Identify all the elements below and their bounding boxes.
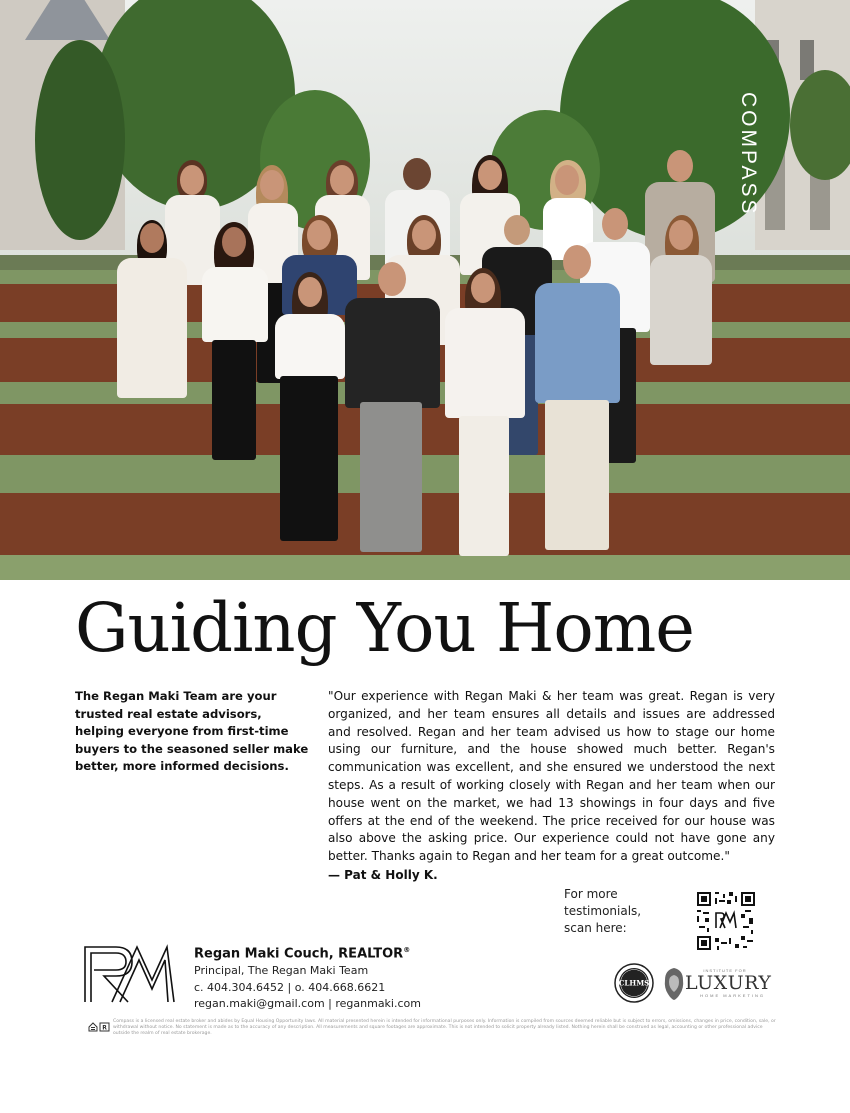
team-member bbox=[650, 215, 712, 465]
svg-text:R: R bbox=[102, 1024, 107, 1032]
agent-title: Principal, The Regan Maki Team bbox=[194, 964, 369, 978]
legal-disclaimer: Compass is a licensed real estate broker and abides by Equal Housing Opportunity laws. All material presented herein is intended for informational purposes only. Information is compiled from sources deemed reliable but is subject to errors, omissions, changes in price, condition, sale, or withdrawal without notice. No statement is made as to the accuracy of any description. All measurements and square footages are approximate. This is not intended to solicit property already listed. Nothing herein shall be construed as legal, accounting or other professional advice outside the realm of real estate brokerage. bbox=[113, 1019, 776, 1036]
compass-wordmark: COMPASS bbox=[737, 92, 760, 217]
agent-contact-block bbox=[194, 941, 421, 1013]
registered-mark: ® bbox=[403, 946, 411, 954]
team-member bbox=[275, 272, 345, 567]
headline: Guiding You Home bbox=[75, 589, 694, 667]
team-monogram-logo bbox=[82, 944, 177, 1004]
agent-name: Regan Maki Couch, REALTOR® bbox=[194, 946, 411, 962]
more-testimonials-line2: scan here: bbox=[564, 921, 627, 935]
testimonial-attribution: — Pat & Holly K. bbox=[328, 868, 438, 882]
team-member bbox=[200, 222, 270, 467]
intro-text: The Regan Maki Team are your trusted real estate advisors, helping everyone from first-time buyers to the seasoned seller make better, more informed decisions. bbox=[75, 689, 309, 773]
testimonial-quote: "Our experience with Regan Maki & her team was great. Regan is very organized, and her team ensures all details and issues are addressed and resolved. Regan and her team advised us how to stage our home using our furniture, and the house showed much better. Regan's communication was excellent, and she ensured we understood the next steps. As a result of working closely with Regan and her team when our house went on the market, we had 13 showings in four days and five offers at the end of the weekend. The price received for our house was also above the asking price. Our experience could not have gone any better. Thanks again to Regan and her team for a great outcome." bbox=[328, 689, 775, 864]
agent-email-website[interactable]: regan.maki@gmail.com | reganmaki.com bbox=[194, 997, 421, 1011]
qr-code[interactable] bbox=[697, 892, 755, 950]
tree bbox=[35, 40, 125, 240]
team-member bbox=[345, 262, 440, 572]
team-member bbox=[445, 268, 525, 568]
agent-phones[interactable]: c. 404.304.6452 | o. 404.668.6621 bbox=[194, 980, 386, 994]
luxury-institute-logo bbox=[685, 968, 772, 1002]
team-member bbox=[535, 245, 620, 570]
luxury-wordmark: LUXURY bbox=[685, 972, 772, 994]
team-member bbox=[112, 220, 187, 465]
more-testimonials-line1: For more testimonials, bbox=[564, 887, 642, 918]
clhms-label: CLHMS bbox=[618, 978, 650, 988]
clhms-badge bbox=[614, 963, 654, 1003]
equal-housing-icon bbox=[88, 1022, 112, 1032]
luxury-small-text: INSTITUTE FOR bbox=[703, 968, 747, 973]
lion-icon bbox=[662, 966, 686, 1002]
more-testimonials-text bbox=[564, 886, 694, 937]
luxury-tagline: HOME MARKETING bbox=[700, 993, 765, 998]
